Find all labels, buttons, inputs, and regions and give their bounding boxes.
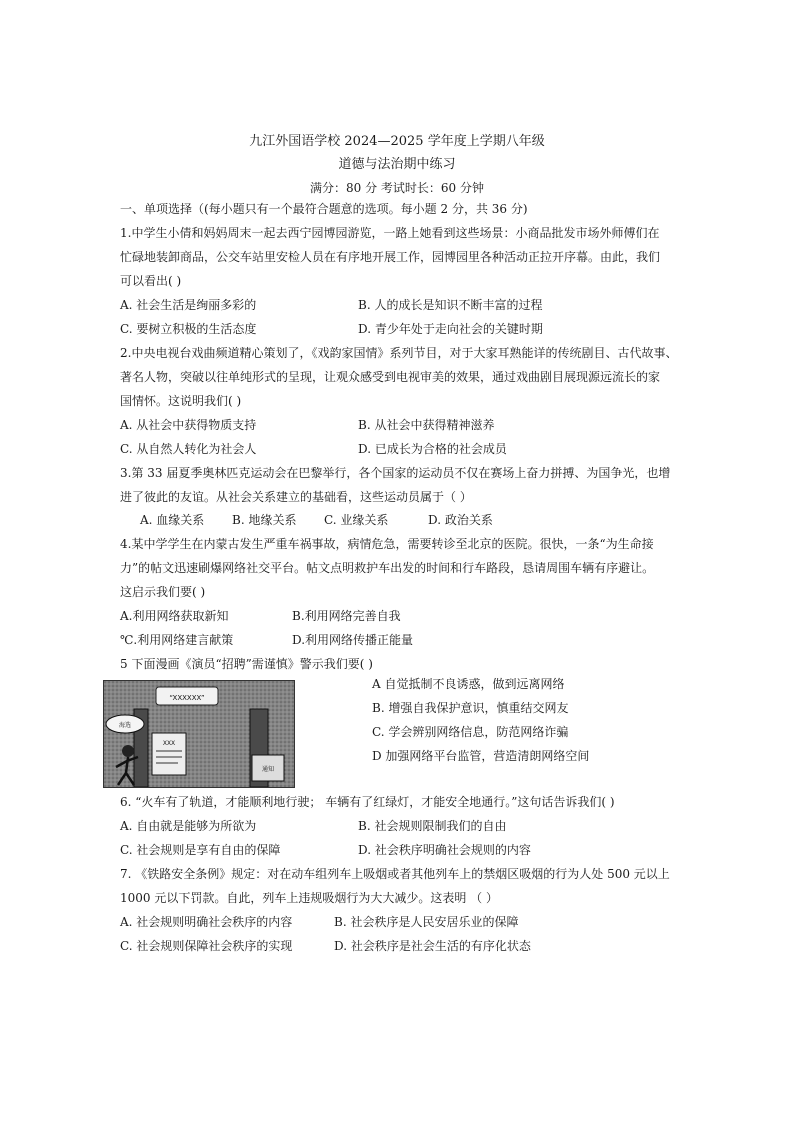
cartoon-bubble-text: 海选 — [118, 722, 132, 729]
q6-stem: 6. “火车有了轨道，才能顺利地行驶； 车辆有了红绿灯，才能安全地通行。”这句话告诉我们( ) — [120, 795, 615, 809]
q4-option-d: D.利用网络传播正能量 — [292, 633, 414, 647]
q7-option-c: C. 社会规则保障社会秩序的实现 — [120, 939, 293, 953]
q1-line-2: 忙碌地装卸商品，公交车站里安检人员在有序地开展工作，园博园里各种活动正拉开序幕。由此，我们 — [120, 250, 661, 264]
q2-option-d: D. 已成长为合格的社会成员 — [358, 442, 507, 456]
q4-option-c: ℃.利用网络建言献策 — [120, 633, 234, 647]
q5-option-d: D 加强网络平台监管，营造清朗网络空间 — [372, 749, 590, 763]
q5-option-b: B. 增强自我保护意识，慎重结交网友 — [372, 701, 569, 715]
q1-line-1: 1.中学生小倩和妈妈周末一起去西宁园博园游览，一路上她看到这些场景：小商品批发市场外师傅们在 — [120, 226, 660, 240]
score-info: 满分：80 分 考试时长：60 分钟 — [310, 181, 484, 195]
exam-title: 道德与法治期中练习 — [338, 157, 456, 172]
q6-option-d: D. 社会秩序明确社会规则的内容 — [358, 843, 531, 857]
q1-option-b: B. 人的成长是知识不断丰富的过程 — [358, 298, 543, 312]
q7-line-1: 7. 《铁路安全条例》规定：对在动车组列车上吸烟或者其他列车上的禁烟区吸烟的行为人处 500 元以上 — [120, 867, 670, 881]
q5-option-c: C. 学会辨别网络信息，防范网络诈骗 — [372, 725, 569, 739]
q3-option-d: D. 政治关系 — [428, 513, 493, 527]
q3-option-a: A. 血缘关系 — [140, 513, 205, 527]
q2-line-3: 国情怀。这说明我们( ) — [120, 394, 242, 408]
q3-line-2: 进了彼此的友谊。从社会关系建立的基础看，这些运动员属于（ ） — [120, 490, 472, 504]
q3-option-b: B. 地缘关系 — [232, 513, 297, 527]
q2-option-a: A. 从社会中获得物质支持 — [120, 418, 257, 432]
q7-option-b: B. 社会秩序是人民安居乐业的保障 — [334, 915, 519, 929]
q3-option-c: C. 业缘关系 — [324, 513, 389, 527]
q4-line-1: 4.某中学学生在内蒙古发生严重车祸事故，病情危急，需要转诊至北京的医院。很快，一条“为生命接 — [120, 537, 654, 551]
q6-option-c: C. 社会规则是享有自由的保障 — [120, 843, 281, 857]
q2-line-1: 2.中央电视台戏曲频道精心策划了，《戏韵家国情》系列节目，对于大家耳熟能详的传统剧目、古代故事、 — [120, 346, 678, 360]
cartoon-notice-head: XXX — [162, 740, 176, 747]
q3-line-1: 3.第 33 届夏季奥林匹克运动会在巴黎举行，各个国家的运动员不仅在赛场上奋力拼搏、为国争光，也增 — [120, 466, 671, 480]
q2-line-2: 著名人物，突破以往单纯形式的呈现，让观众感受到电视审美的效果，通过戏曲剧目展现源远流长的家 — [120, 370, 661, 384]
q4-line-2: 力”的帖文迅速刷爆网络社交平台。帖文点明救护车出发的时间和行车路段，恳请周围车辆有序避让。 — [120, 561, 655, 575]
q2-option-c: C. 从自然人转化为社会人 — [120, 442, 257, 456]
q2-option-b: B. 从社会中获得精神滋养 — [358, 418, 495, 432]
q7-option-d: D. 社会秩序是社会生活的有序化状态 — [334, 939, 531, 953]
school-title: 九江外国语学校 2024—2025 学年度上学期八年级 — [249, 134, 545, 149]
q6-option-a: A. 自由就是能够为所欲为 — [120, 819, 257, 833]
section-title: 一、单项选择（(每小题只有一个最符合题意的选项。每小题 2 分，共 36 分) — [120, 202, 528, 216]
cartoon-sign-text: “XXXXXX” — [169, 694, 205, 702]
q4-option-a: A.利用网络获取新知 — [120, 609, 229, 623]
q7-line-2: 1000 元以下罚款。自此，列车上违规吸烟行为大大减少。这表明 （ ） — [120, 891, 498, 905]
q5-option-a: A 自觉抵制不良诱惑，做到远离网络 — [372, 677, 565, 691]
cartoon-drawing — [104, 681, 294, 787]
q4-line-3: 这启示我们要( ) — [120, 585, 206, 599]
q1-option-d: D. 青少年处于走向社会的关键时期 — [358, 322, 543, 336]
q1-option-a: A. 社会生活是绚丽多彩的 — [120, 298, 257, 312]
cartoon-image — [103, 680, 295, 788]
q6-option-b: B. 社会规则限制我们的自由 — [358, 819, 507, 833]
q4-option-b: B.利用网络完善自我 — [292, 609, 401, 623]
q1-line-3: 可以看出( ) — [120, 274, 182, 288]
cartoon-side-text: 通知 — [261, 766, 275, 773]
q1-option-c: C. 要树立积极的生活态度 — [120, 322, 257, 336]
q7-option-a: A. 社会规则明确社会秩序的内容 — [120, 915, 293, 929]
q5-stem: 5 下面漫画《演员“招聘”需谨慎》警示我们要( ) — [120, 657, 373, 671]
